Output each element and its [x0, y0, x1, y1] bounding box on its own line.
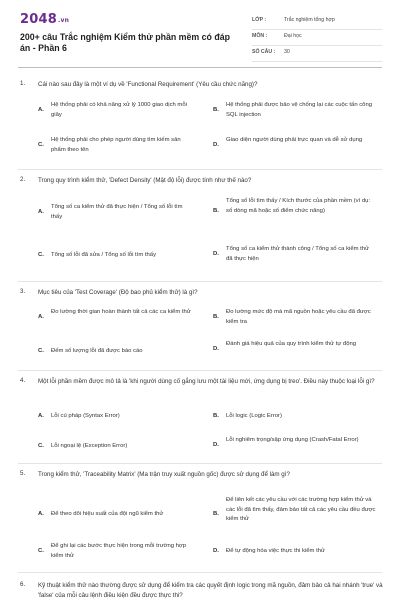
meta-row-count — [252, 46, 382, 62]
logo-main: 2048 — [20, 12, 57, 27]
option-text: Lỗi cú pháp (Syntax Error) — [51, 413, 120, 419]
document-title: 200+ câu Trắc nghiệm Kiểm thử phần mềm có đáp án - Phần 6 — [20, 32, 230, 53]
question-text: Một lỗi phần mềm được mô tả là 'khi người dùng cố gắng lưu một tài liệu mới, ứng dụng bị treo'. Điều này thuộc loại lỗi gì? — [38, 378, 375, 385]
question-number: 3. — [20, 288, 26, 295]
option-letter: A. — [38, 314, 44, 320]
option-text: Lỗi nghiêm trọng/sập ứng dụng (Crash/Fatal Error) — [226, 437, 359, 443]
meta-value: Đại học — [284, 33, 302, 39]
meta-label: MÔN : — [252, 33, 268, 39]
question-number: 4. — [20, 377, 26, 384]
option-text: Đánh giá hiệu quả của quy trình kiểm thử tự động — [226, 341, 357, 347]
option-letter: B. — [213, 314, 219, 320]
site-logo[interactable] — [20, 12, 69, 27]
option-text: Hệ thống phải cho phép người dùng tìm kiếm sản phẩm theo tên — [51, 137, 181, 153]
option-text: Để liên kết các yêu cầu với các trường hợp kiểm thử và các lỗi đã tìm thấy, đảm bảo tất cả các yêu cầu đều được kiểm thử — [226, 497, 376, 523]
option-letter: A. — [38, 511, 44, 517]
meta-row-class — [252, 14, 382, 30]
question-number: 5. — [20, 470, 26, 477]
question-separator — [18, 169, 382, 170]
option-letter: C. — [38, 142, 44, 148]
question-separator — [18, 370, 382, 371]
question-text: Trong quy trình kiểm thử, 'Defect Density' (Mật độ lỗi) được tính như thế nào? — [38, 177, 252, 184]
option-letter: A. — [38, 413, 44, 419]
option-text: Tổng số ca kiểm thử thành công / Tổng số ca kiểm thử đã thực hiện — [226, 246, 370, 262]
option-text: Hệ thống phải có khả năng xử lý 1000 giao dịch mỗi giây — [51, 102, 187, 118]
question-number: 2. — [20, 176, 26, 183]
logo-tld: .vn — [57, 17, 70, 24]
header-divider — [18, 67, 382, 68]
question-number: 6. — [20, 581, 26, 588]
meta-row-subject — [252, 30, 382, 46]
meta-value: Trắc nghiệm tổng hợp — [284, 17, 335, 23]
option-text: Để ghi lại các bước thực hiện trong mỗi trường hợp kiểm thử — [51, 543, 187, 559]
question-separator — [18, 463, 382, 464]
question-text: Kỹ thuật kiểm thử nào thường được sử dụng để kiểm tra các quyết định logic trong mã nguồn, đảm bảo cả hai nhánh 'true' và 'false' của mỗi câu lệnh điều kiện đều được thực thi? — [38, 582, 383, 599]
option-text: Để tự động hóa việc thực thi kiểm thử — [226, 548, 325, 554]
option-text: Hệ thống phải được bảo vệ chống lại các cuộc tấn công SQL injection — [226, 102, 373, 118]
option-letter: D. — [213, 142, 219, 148]
option-text: Đo lường thời gian hoàn thành tất cả các ca kiểm thử — [51, 309, 191, 315]
option-letter: C. — [38, 443, 44, 449]
option-text: Lỗi logic (Logic Error) — [226, 413, 282, 419]
meta-label: LỚP : — [252, 17, 267, 23]
question-separator — [18, 281, 382, 282]
option-letter: A. — [38, 107, 44, 113]
option-letter: D. — [213, 251, 219, 257]
option-letter: B. — [213, 208, 219, 214]
question-text: Trong kiểm thử, 'Traceability Matrix' (Ma trận truy xuất nguồn gốc) được sử dụng để làm gì? — [38, 471, 290, 478]
option-text: Tổng số ca kiểm thử đã thực hiện / Tổng số lỗi tìm thấy — [51, 204, 183, 220]
option-letter: D. — [213, 346, 219, 352]
option-text: Đếm số lượng lỗi đã được báo cáo — [51, 348, 143, 354]
option-text: Tổng số lỗi tìm thấy / Kích thước của phần mềm (ví dụ: số dòng mã hoặc số điểm chức năng) — [226, 198, 371, 214]
question-text: Cái nào sau đây là một ví dụ về 'Functional Requirement' (Yêu cầu chức năng)? — [38, 81, 258, 88]
option-text: Lỗi ngoại lệ (Exception Error) — [51, 443, 128, 449]
document-header — [0, 0, 400, 60]
question-number: 1. — [20, 80, 26, 87]
option-letter: C. — [38, 348, 44, 354]
option-text: Giao diện người dùng phải trực quan và dễ sử dụng — [226, 137, 363, 143]
option-letter: B. — [213, 413, 219, 419]
option-letter: B. — [213, 511, 219, 517]
option-text: Để theo dõi hiệu suất của đội ngũ kiểm thử — [51, 511, 164, 517]
meta-value: 30 — [284, 49, 290, 55]
option-letter: C. — [38, 252, 44, 258]
option-letter: D. — [213, 442, 219, 448]
question-text: Mục tiêu của 'Test Coverage' (Độ bao phủ kiểm thử) là gì? — [38, 289, 198, 296]
meta-label: SỐ CÂU : — [252, 49, 276, 55]
question-separator — [18, 572, 382, 573]
meta-table — [252, 14, 382, 62]
option-letter: D. — [213, 548, 219, 554]
option-letter: C. — [38, 548, 44, 554]
option-letter: A. — [38, 209, 44, 215]
option-letter: B. — [213, 107, 219, 113]
option-text: Đo lường mức độ mà mã nguồn hoặc yêu cầu đã được kiểm tra — [226, 309, 371, 325]
option-text: Tổng số lỗi đã sửa / Tổng số lỗi tìm thấy — [51, 252, 157, 258]
